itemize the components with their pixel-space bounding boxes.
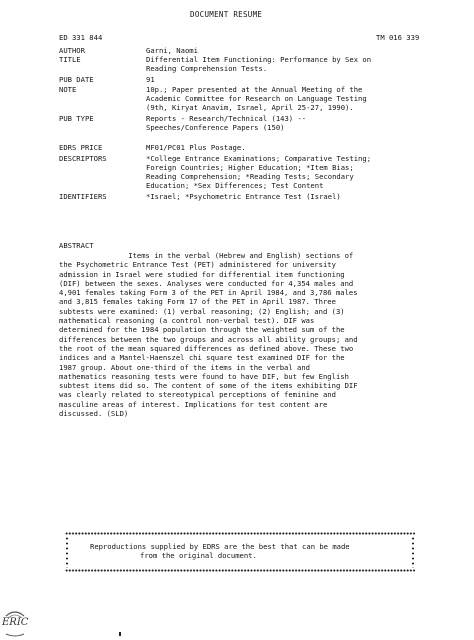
note-value: 10p.; Paper presented at the Annual Meeting of the Academic Committee for Research on Language Testing (9th, Kiryat Anavim, Israel, April 25-27, 1990). [146, 85, 367, 112]
abstract-label: ABSTRACT [59, 241, 94, 250]
edrs-price-value: MF01/PC01 Plus Postage. [146, 143, 246, 152]
abstract-text: Items in the verbal (Hebrew and English) sections of the Psychometric Entrance Test (PET) administered for university admission in Israel were studied for differential item functioning (DIF) between the sexes. Analyses were conducted for 4,354 males and 4,901 females taking Form 3 of the PET in April 1984, and 3,786 males and 3,815 females taking Form 17 of the PET in April 1987. Three subtests were examined: (1) verbal reasoning; (2) English; and (3) mathematical reasoning (a control non-verbal test). DIF was determined for the 1984 population through the weighted sum of the differences between the two groups and across all ability groups; and the root of the mean squared differences as defined above. These two indices and a Mantel-Haenszel chi square test examined DIF for the 1987 group. About one-third of the items in the verbal and mathematics reasoning tests were found to have DIF, but few English subtest items did so. The content of some of the items exhibiting DIF was clearly related to stereotypical perceptions of feminine and masculine areas of interest. Implications for test content are discussed. (SLD) [59, 251, 358, 419]
pub-type-value: Reports - Research/Technical (143) -- Speeches/Conference Papers (150) [146, 114, 307, 132]
title-value: Differential Item Functioning: Performance by Sex on Reading Comprehension Tests. [146, 55, 372, 73]
eric-logo-text: ERIC [2, 617, 29, 628]
pub-date-value: 91 [146, 75, 155, 84]
identifiers-value: *Israel; *Psychometric Entrance Test (Israel) [146, 192, 341, 201]
tm-number: TM 016 339 [376, 33, 420, 42]
descriptors-value: *College Entrance Examinations; Comparative Testing; Foreign Countries; Higher Education; *Item Bias; Reading Comprehension; *Reading Tests; Secondary Education; *Sex Differences; Test Content [146, 154, 372, 190]
document-title: DOCUMENT RESUME [190, 10, 263, 19]
title-label: TITLE [59, 55, 81, 64]
star-border-right [411, 536, 415, 568]
ed-number: ED 331 844 [59, 33, 103, 42]
pub-type-label: PUB TYPE [59, 114, 94, 123]
pub-date-label: PUB DATE [59, 75, 94, 84]
descriptors-label: DESCRIPTORS [59, 154, 107, 163]
edrs-price-label: EDRS PRICE [59, 143, 103, 152]
star-border-top [65, 532, 415, 535]
author-label: AUTHOR [59, 46, 85, 55]
identifiers-label: IDENTIFIERS [59, 192, 107, 201]
reproduction-notice-line2: from the original document. [140, 551, 257, 560]
star-border-left [65, 536, 69, 568]
note-label: NOTE [59, 85, 77, 94]
star-border-bottom [65, 569, 415, 572]
scan-speck [119, 632, 121, 636]
reproduction-notice-line1: Reproductions supplied by EDRS are the best that can be made [90, 542, 350, 551]
author-value: Garni, Naomi [146, 46, 198, 55]
